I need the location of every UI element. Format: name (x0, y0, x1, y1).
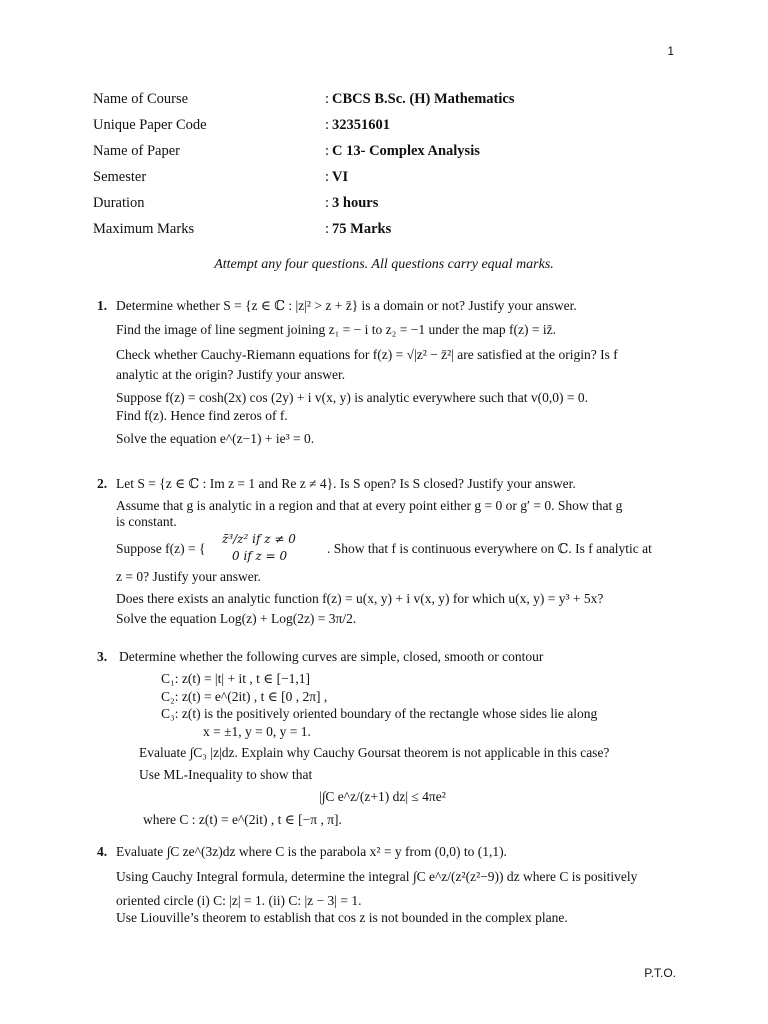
curve-definition: C₂: z(t) = e^(2it) , t ∈ [0 , 2π] , (161, 689, 328, 704)
meta-row-paper-code (93, 112, 693, 138)
question-text: Check whether Cauchy-Riemann equations for f(z) = √|z² − z̄²| are satisfied at the origin? Is f (116, 347, 618, 362)
meta-label: Duration (93, 194, 145, 211)
question-text: Solve the equation e^(z−1) + ie³ = 0. (116, 431, 315, 446)
curve-definition: x = ±1, y = 0, y = 1. (203, 724, 311, 739)
question-text: analytic at the origin? Justify your answer. (116, 367, 346, 382)
inequality: |∫C e^z/(z+1) dz| ≤ 4πe² (319, 789, 446, 804)
question-text: Use Liouville’s theorem to establish that cos z is not bounded in the complex plane. (116, 910, 568, 925)
question-text: Evaluate ∫C ze^(3z)dz where C is the parabola x² = y from (0,0) to (1,1). (116, 844, 507, 859)
question-text: Using Cauchy Integral formula, determine the integral ∫C e^z/(z²(z²−9)) dz where C is positively (116, 869, 638, 884)
question-text: Find the image of line segment joining z₁ = − i to z₂ = −1 under the map f(z) = iz̄. (116, 322, 557, 337)
question-text: Solve the equation Log(z) + Log(2z) = 3π/2. (116, 611, 357, 626)
meta-colon: : (325, 90, 330, 107)
question-text: oriented circle (i) C: |z| = 1. (ii) C: |z − 3| = 1. (116, 893, 362, 908)
meta-row-max-marks (93, 216, 693, 242)
meta-colon: : (325, 194, 330, 211)
course-info-table (93, 86, 693, 242)
instructions: Attempt any four questions. All questions carry equal marks. (214, 257, 554, 272)
question-text: Evaluate ∫C₃ |z|dz. Explain why Cauchy Goursat theorem is not applicable in this case? (139, 745, 610, 760)
piecewise-case: z̄³/z² if z ≠ 0 (222, 532, 296, 546)
meta-value: 3 hours (332, 194, 379, 211)
piecewise-case: 0 if z = 0 (232, 549, 288, 563)
question-text: Determine whether S = {z ∈ ℂ : |z|² > z + z̄} is a domain or not? Justify your answer. (116, 298, 577, 313)
meta-row-paper-name (93, 138, 693, 164)
meta-value: VI (332, 168, 349, 185)
meta-label: Maximum Marks (93, 220, 195, 237)
question-text: Let S = {z ∈ ℂ : Im z = 1 and Re z ≠ 4}. Is S open? Is S closed? Justify your answer. (116, 476, 576, 491)
meta-row-duration (93, 190, 693, 216)
question-text: Does there exists an analytic function f(z) = u(x, y) + i v(x, y) for which u(x, y) = y³ + 5x? (116, 591, 604, 606)
meta-value: 32351601 (332, 116, 391, 133)
question-text: Use ML-Inequality to show that (139, 767, 313, 782)
meta-value: C 13- Complex Analysis (332, 142, 480, 159)
meta-value: 75 Marks (332, 220, 392, 237)
question-text: Suppose f(z) = { (116, 541, 206, 556)
meta-label: Unique Paper Code (93, 116, 207, 133)
footer-pto: P.T.O. (644, 966, 676, 980)
question-number: 3. (97, 649, 108, 664)
question-number: 1. (97, 298, 108, 313)
question-text: . Show that f is continuous everywhere on ℂ. Is f analytic at (327, 541, 652, 556)
page-number: 1 (667, 44, 674, 58)
meta-colon: : (325, 142, 330, 159)
meta-colon: : (325, 220, 330, 237)
meta-label: Name of Paper (93, 142, 180, 159)
question-text: z = 0? Justify your answer. (116, 569, 261, 584)
curve-definition: C₁: z(t) = |t| + it , t ∈ [−1,1] (161, 671, 311, 686)
curve-definition: C₃: z(t) is the positively oriented boundary of the rectangle whose sides lie along (161, 706, 598, 721)
question-text: Find f(z). Hence find zeros of f. (116, 408, 288, 423)
meta-label: Semester (93, 168, 147, 185)
meta-colon: : (325, 168, 330, 185)
question-number: 2. (97, 476, 108, 491)
question-text: is constant. (116, 514, 177, 529)
meta-colon: : (325, 116, 330, 133)
meta-row-course (93, 86, 693, 112)
question-text: where C : z(t) = e^(2it) , t ∈ [−π , π]. (143, 812, 342, 827)
question-number: 4. (97, 844, 108, 859)
question-text: Suppose f(z) = cosh(2x) cos (2y) + i v(x, y) is analytic everywhere such that v(0,0) = 0. (116, 390, 588, 405)
meta-row-semester (93, 164, 693, 190)
meta-label: Name of Course (93, 90, 189, 107)
question-text: Assume that g is analytic in a region and that at every point either g = 0 or g′ = 0. Show that g (116, 498, 623, 513)
meta-value: CBCS B.Sc. (H) Mathematics (332, 90, 515, 107)
question-text: Determine whether the following curves are simple, closed, smooth or contour (119, 649, 544, 664)
